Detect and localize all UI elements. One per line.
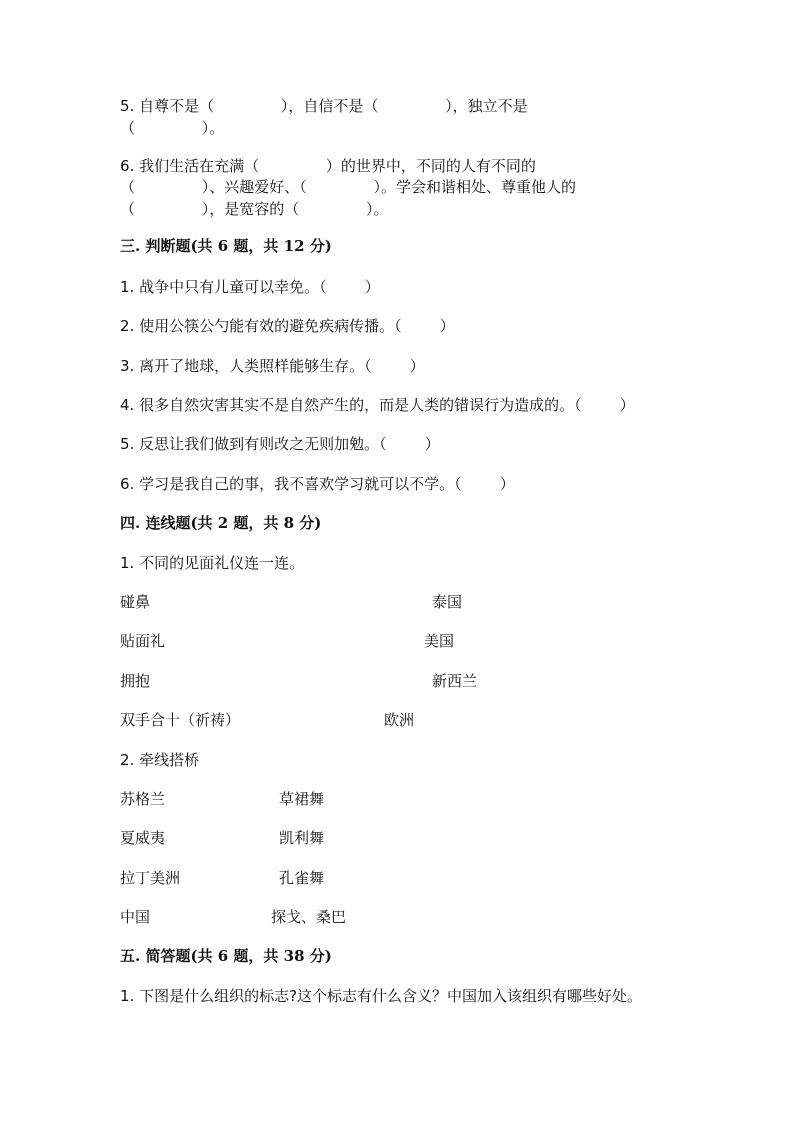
match-q2-right-1: 草裙舞 — [279, 790, 325, 808]
match-q1-right-1: 泰国 — [432, 593, 463, 611]
judge-item-2: 2. 使用公筷公勺能有效的避免疾病传播。（ ） — [120, 317, 455, 335]
match-q1-left-4: 双手合十（祈祷） — [120, 711, 241, 729]
judge-item-3: 3. 离开了地球，人类照样能够生存。（ ） — [120, 357, 425, 375]
match-q1-right-3: 新西兰 — [432, 672, 478, 690]
match-q2-left-4: 中国 — [120, 908, 151, 926]
match-q2-left-1: 苏格兰 — [120, 790, 166, 808]
match-q1-left-2: 贴面礼 — [120, 632, 166, 650]
match-q2-left-3: 拉丁美洲 — [120, 869, 181, 887]
section-3-heading: 三. 判断题(共 6 题，共 12 分) — [120, 237, 332, 255]
match-q1-right-4: 欧洲 — [384, 711, 415, 729]
section-4-heading: 四. 连线题(共 2 题，共 8 分) — [120, 514, 322, 532]
match-q2-right-3: 孔雀舞 — [279, 869, 325, 887]
match-q1-title: 1. 不同的见面礼仪连一连。 — [120, 554, 305, 572]
short-answer-q1: 1. 下图是什么组织的标志?这个标志有什么含义？中国加入该组织有哪些好处。 — [120, 987, 643, 1005]
q5-line-2: （ ）。 — [120, 119, 225, 137]
q6-line-3: （ ），是宽容的（ ）。 — [120, 200, 389, 218]
q6-line-2: （ ）、兴趣爱好、（ ）。学会和谐相处、尊重他人的 — [120, 178, 577, 196]
match-q1-right-2: 美国 — [424, 632, 455, 650]
section-5-heading: 五. 简答题(共 6 题，共 38 分) — [120, 947, 332, 965]
judge-item-5: 5. 反思让我们做到有则改之无则加勉。（ ） — [120, 435, 440, 453]
judge-item-1: 1. 战争中只有儿童可以幸免。（ ） — [120, 278, 380, 296]
q5-line-1: 5. 自尊不是（ ），自信不是（ ），独立不是 — [120, 97, 528, 115]
match-q1-left-1: 碰鼻 — [120, 593, 151, 611]
q6-line-1: 6. 我们生活在充满（ ）的世界中，不同的人有不同的 — [120, 157, 536, 175]
match-q2-right-2: 凯利舞 — [279, 829, 325, 847]
judge-item-6: 6. 学习是我自己的事，我不喜欢学习就可以不学。（ ） — [120, 475, 515, 493]
match-q2-right-4: 探戈、桑巴 — [271, 908, 347, 926]
match-q2-left-2: 夏威夷 — [120, 829, 166, 847]
match-q2-title: 2. 牵线搭桥 — [120, 751, 200, 769]
match-q1-left-3: 拥抱 — [120, 672, 151, 690]
judge-item-4: 4. 很多自然灾害其实不是自然产生的，而是人类的错误行为造成的。（ ） — [120, 396, 635, 414]
